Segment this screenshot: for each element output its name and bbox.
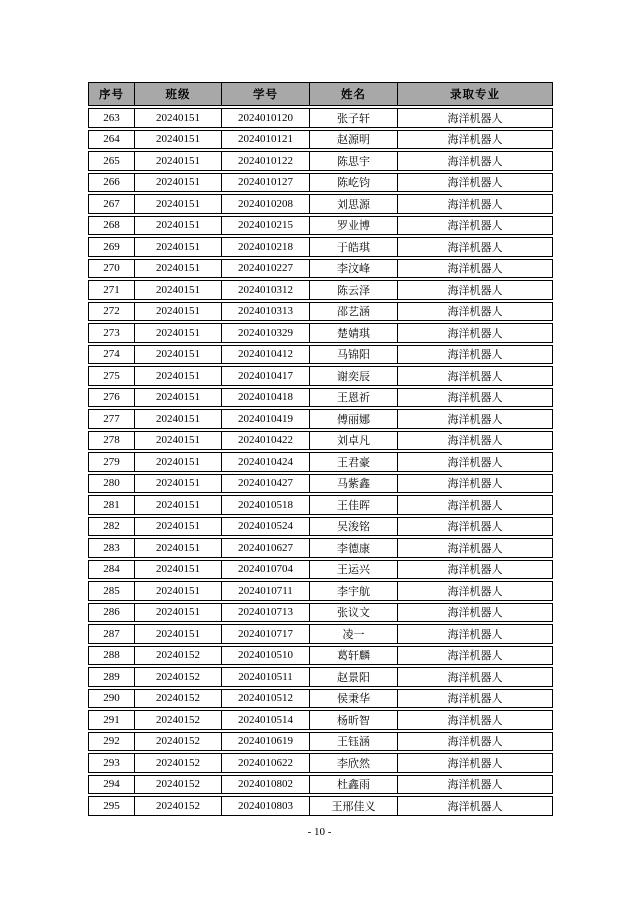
table-cell: 2024010619 [222,732,310,752]
table-cell: 海洋机器人 [398,108,553,128]
table-cell: 266 [88,173,135,193]
table-cell: 谢奕辰 [310,366,398,386]
table-cell: 2024010524 [222,517,310,537]
table-cell: 2024010215 [222,216,310,236]
table-cell: 285 [88,581,135,601]
table-cell: 20240151 [135,409,222,429]
table-cell: 李欣然 [310,753,398,773]
table-cell: 海洋机器人 [398,452,553,472]
table-cell: 2024010627 [222,538,310,558]
table-row [88,474,553,494]
table-cell: 20240152 [135,753,222,773]
table-cell: 陈云泽 [310,280,398,300]
table-cell: 海洋机器人 [398,560,553,580]
table-cell: 杨昕智 [310,710,398,730]
table-cell: 侯秉华 [310,689,398,709]
column-header: 序号 [88,82,135,106]
table-cell: 20240152 [135,775,222,795]
table-cell: 20240151 [135,431,222,451]
table-cell: 海洋机器人 [398,517,553,537]
table-cell: 陈思宇 [310,151,398,171]
table-cell: 王君豪 [310,452,398,472]
table-cell: 20240152 [135,796,222,816]
column-header: 班级 [135,82,222,106]
table-cell: 赵景阳 [310,667,398,687]
table-cell: 2024010419 [222,409,310,429]
table-cell: 2024010802 [222,775,310,795]
table-cell: 海洋机器人 [398,753,553,773]
table-cell: 张子轩 [310,108,398,128]
table-row [88,194,553,214]
table-cell: 海洋机器人 [398,280,553,300]
table-row [88,108,553,128]
table-cell: 葛轩麟 [310,646,398,666]
table-cell: 2024010313 [222,302,310,322]
table-cell: 287 [88,624,135,644]
table-cell: 2024010514 [222,710,310,730]
table-cell: 20240151 [135,151,222,171]
table-cell: 海洋机器人 [398,345,553,365]
table-cell: 20240151 [135,560,222,580]
table-cell: 李宇航 [310,581,398,601]
table-cell: 海洋机器人 [398,689,553,709]
table-row [88,323,553,343]
table-row [88,280,553,300]
table-cell: 273 [88,323,135,343]
table-cell: 20240151 [135,280,222,300]
table-cell: 20240151 [135,495,222,515]
table-row [88,581,553,601]
table-cell: 海洋机器人 [398,151,553,171]
table-row [88,753,553,773]
table-cell: 269 [88,237,135,257]
table-cell: 279 [88,452,135,472]
table-cell: 20240151 [135,216,222,236]
table-cell: 20240151 [135,366,222,386]
table-cell: 265 [88,151,135,171]
table-row [88,431,553,451]
table-cell: 2024010417 [222,366,310,386]
table-cell: 2024010622 [222,753,310,773]
table-cell: 王钰涵 [310,732,398,752]
table-cell: 270 [88,259,135,279]
table-row [88,452,553,472]
table-cell: 海洋机器人 [398,495,553,515]
table-cell: 2024010121 [222,130,310,150]
table-cell: 289 [88,667,135,687]
table-cell: 邵艺涵 [310,302,398,322]
table-body [88,108,553,816]
table-cell: 292 [88,732,135,752]
table-cell: 海洋机器人 [398,388,553,408]
table-cell: 海洋机器人 [398,409,553,429]
table-cell: 海洋机器人 [398,366,553,386]
table-cell: 2024010122 [222,151,310,171]
table-row [88,667,553,687]
table-cell: 2024010424 [222,452,310,472]
table-cell: 海洋机器人 [398,775,553,795]
table-cell: 海洋机器人 [398,194,553,214]
table-cell: 李汶峰 [310,259,398,279]
table-cell: 20240151 [135,474,222,494]
table-row [88,151,553,171]
table-cell: 海洋机器人 [398,173,553,193]
table-cell: 20240151 [135,173,222,193]
table-cell: 283 [88,538,135,558]
table-row [88,796,553,816]
table-cell: 海洋机器人 [398,130,553,150]
table-cell: 293 [88,753,135,773]
table-row [88,689,553,709]
table-cell: 286 [88,603,135,623]
table-cell: 刘卓凡 [310,431,398,451]
table-cell: 2024010717 [222,624,310,644]
table-cell: 282 [88,517,135,537]
table-row [88,495,553,515]
table-cell: 海洋机器人 [398,216,553,236]
table-row [88,646,553,666]
table-cell: 2024010518 [222,495,310,515]
table-cell: 王恩祈 [310,388,398,408]
table-row [88,517,553,537]
table-row [88,732,553,752]
table-cell: 2024010312 [222,280,310,300]
table-cell: 20240151 [135,388,222,408]
table-cell: 海洋机器人 [398,667,553,687]
table-cell: 楚婧琪 [310,323,398,343]
table-cell: 2024010704 [222,560,310,580]
table-cell: 李德康 [310,538,398,558]
table-row [88,710,553,730]
table-cell: 20240151 [135,259,222,279]
table-cell: 海洋机器人 [398,732,553,752]
table-cell: 海洋机器人 [398,796,553,816]
table-cell: 274 [88,345,135,365]
table-row [88,259,553,279]
page-number: - 10 - [307,826,332,838]
table-cell: 2024010422 [222,431,310,451]
table-cell: 272 [88,302,135,322]
table-cell: 281 [88,495,135,515]
table-cell: 288 [88,646,135,666]
table-cell: 264 [88,130,135,150]
table-cell: 20240151 [135,603,222,623]
table-head [88,82,553,106]
table-cell: 2024010120 [222,108,310,128]
table-row [88,366,553,386]
table-cell: 275 [88,366,135,386]
table-cell: 海洋机器人 [398,323,553,343]
table-cell: 海洋机器人 [398,646,553,666]
table-cell: 2024010511 [222,667,310,687]
table-cell: 263 [88,108,135,128]
table-cell: 海洋机器人 [398,302,553,322]
table-cell: 20240151 [135,302,222,322]
table-cell: 2024010711 [222,581,310,601]
table-cell: 20240151 [135,237,222,257]
table-cell: 王邢佳义 [310,796,398,816]
table-cell: 271 [88,280,135,300]
table-cell: 278 [88,431,135,451]
table-row [88,560,553,580]
table-cell: 20240152 [135,646,222,666]
table-cell: 2024010713 [222,603,310,623]
table-cell: 2024010512 [222,689,310,709]
table-cell: 2024010418 [222,388,310,408]
table-cell: 20240151 [135,130,222,150]
table-cell: 赵源明 [310,130,398,150]
column-header: 录取专业 [398,82,553,106]
table-row [88,345,553,365]
table-cell: 马锦阳 [310,345,398,365]
table-row [88,603,553,623]
table-cell: 2024010208 [222,194,310,214]
table-cell: 20240151 [135,624,222,644]
table-cell: 2024010227 [222,259,310,279]
table-cell: 海洋机器人 [398,237,553,257]
table-cell: 海洋机器人 [398,474,553,494]
table-cell: 2024010803 [222,796,310,816]
table-row [88,237,553,257]
table-cell: 20240152 [135,710,222,730]
table-cell: 20240151 [135,108,222,128]
table-cell: 海洋机器人 [398,259,553,279]
table-cell: 2024010412 [222,345,310,365]
table-cell: 20240152 [135,732,222,752]
table-row [88,775,553,795]
table-cell: 277 [88,409,135,429]
table-cell: 张议文 [310,603,398,623]
table-row [88,130,553,150]
table-cell: 傅丽娜 [310,409,398,429]
table-cell: 海洋机器人 [398,581,553,601]
table-cell: 20240152 [135,667,222,687]
table-row [88,216,553,236]
table-cell: 20240152 [135,689,222,709]
table-row [88,388,553,408]
table-cell: 海洋机器人 [398,710,553,730]
table-cell: 杜鑫雨 [310,775,398,795]
table-cell: 276 [88,388,135,408]
table-cell: 海洋机器人 [398,624,553,644]
table-cell: 罗业博 [310,216,398,236]
table-cell: 20240151 [135,194,222,214]
table-row [88,624,553,644]
table-cell: 268 [88,216,135,236]
table-row [88,302,553,322]
table-cell: 20240151 [135,345,222,365]
table-cell: 刘思源 [310,194,398,214]
table-cell: 20240151 [135,538,222,558]
table-cell: 291 [88,710,135,730]
table-cell: 20240151 [135,452,222,472]
table-row [88,173,553,193]
table-cell: 2024010218 [222,237,310,257]
table-cell: 2024010127 [222,173,310,193]
table-cell: 2024010510 [222,646,310,666]
table-cell: 2024010427 [222,474,310,494]
column-header: 学号 [222,82,310,106]
table-row [88,538,553,558]
table-cell: 于皓琪 [310,237,398,257]
table-cell: 20240151 [135,517,222,537]
table-cell: 海洋机器人 [398,431,553,451]
table-cell: 海洋机器人 [398,603,553,623]
table-cell: 马紫鑫 [310,474,398,494]
table-cell: 294 [88,775,135,795]
table-cell: 王运兴 [310,560,398,580]
table-cell: 吴浚铭 [310,517,398,537]
table-cell: 280 [88,474,135,494]
column-header: 姓名 [310,82,398,106]
table-header-row [88,82,553,106]
table-row [88,409,553,429]
table-cell: 陈屹钧 [310,173,398,193]
table-cell: 凌一 [310,624,398,644]
table-cell: 2024010329 [222,323,310,343]
table-cell: 295 [88,796,135,816]
table-cell: 290 [88,689,135,709]
table-cell: 267 [88,194,135,214]
table-cell: 20240151 [135,581,222,601]
admission-roster-table [88,80,553,818]
table-cell: 20240151 [135,323,222,343]
table-cell: 王佳晖 [310,495,398,515]
table-cell: 海洋机器人 [398,538,553,558]
table-cell: 284 [88,560,135,580]
